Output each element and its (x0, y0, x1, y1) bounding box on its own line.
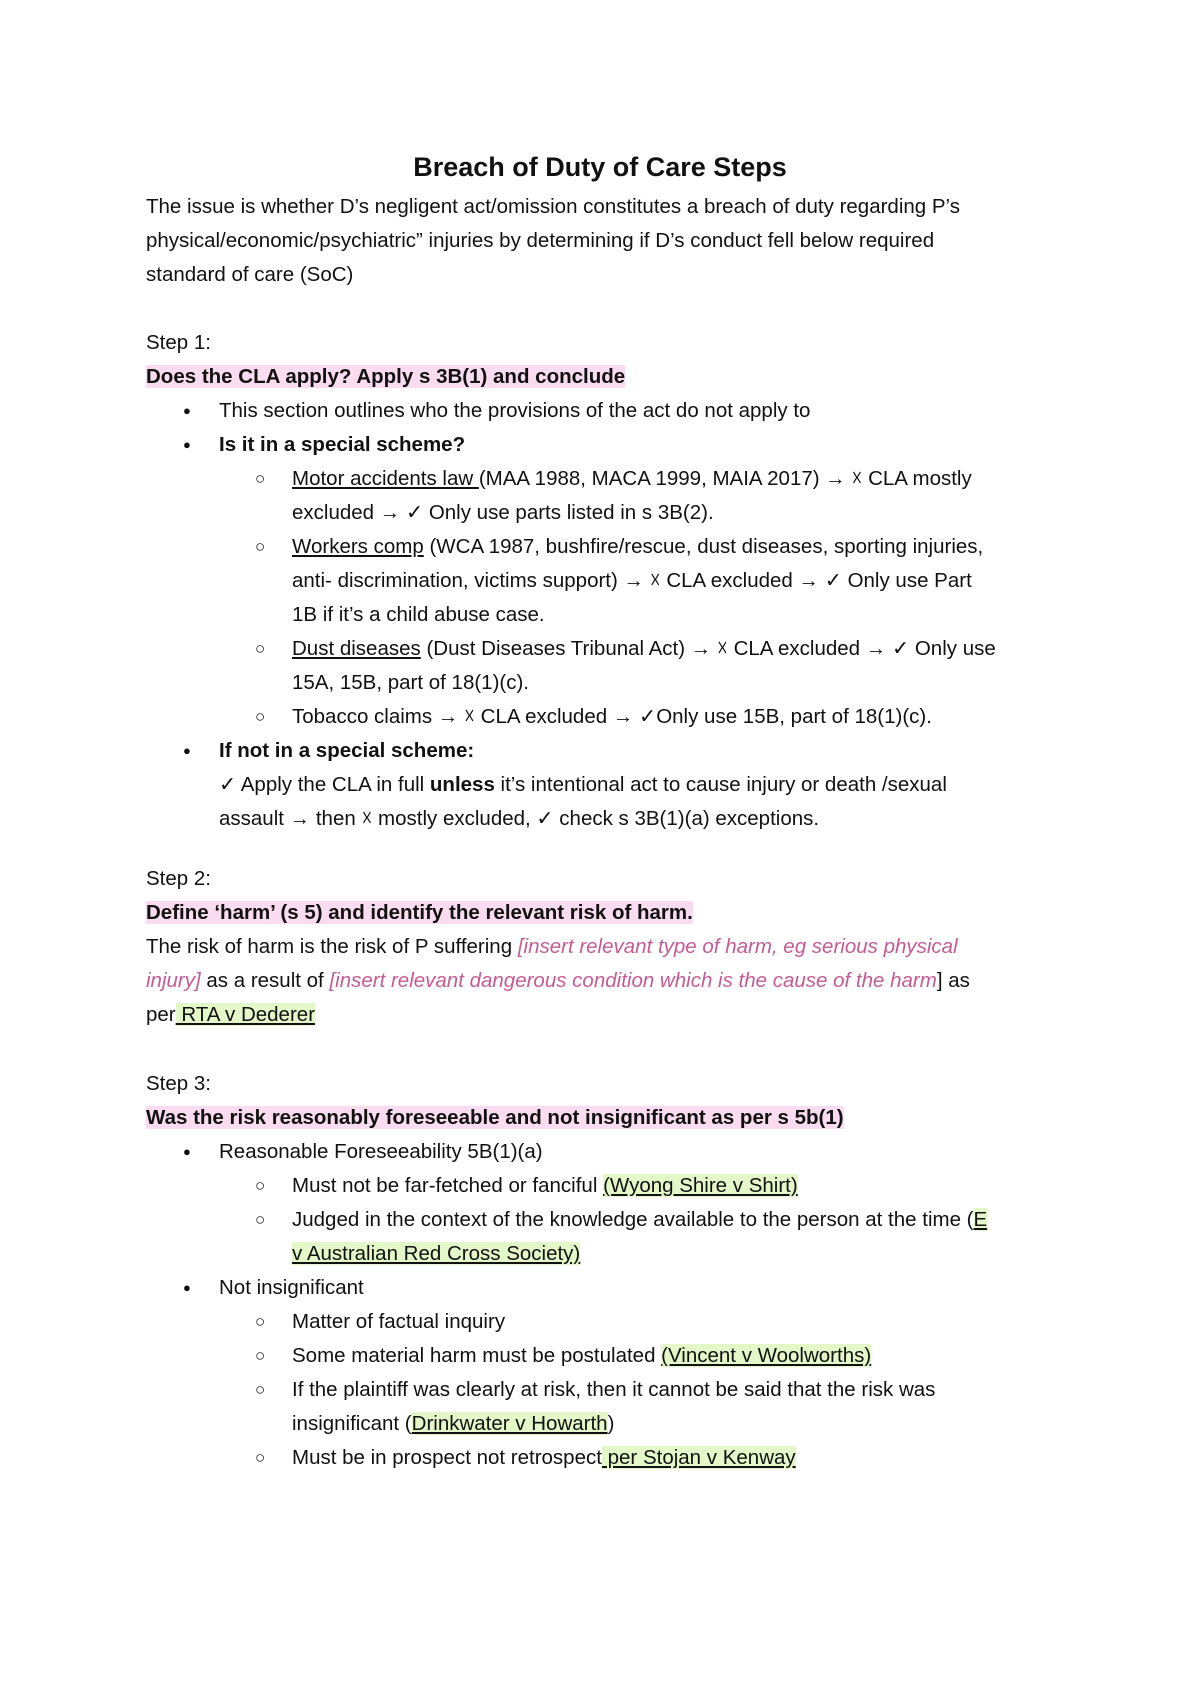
step1-heading-text: Does the CLA apply? Apply s 3B(1) and conclude (146, 365, 626, 388)
intro-line: The issue is whether D’s negligent act/omission constitutes a breach of duty regarding P’s (146, 195, 960, 218)
dust-diseases-term: Dust diseases (292, 637, 421, 660)
motor-accidents-line: excluded → ✓ Only use parts listed in s 3B(2). (292, 501, 714, 524)
intro-line: standard of care (SoC) (146, 263, 354, 286)
case-e-v-red-cross: E (973, 1208, 988, 1231)
apply-cla-line: assault → then ☓ mostly excluded, ✓ check s 3B(1)(a) exceptions. (219, 807, 820, 830)
prospect-line (292, 1443, 796, 1473)
sub-bullet-marker: ○ (255, 1346, 266, 1365)
knowledge-context-line (292, 1205, 987, 1235)
document-title: Breach of Duty of Care Steps (413, 152, 787, 182)
case-vincent-v-woolworths: (Vincent v Woolworths) (661, 1344, 872, 1367)
workers-comp-line: anti- discrimination, victims support) → ☓ CLA excluded → ✓ Only use Part (292, 569, 972, 592)
factual-inquiry-line: Matter of factual inquiry (292, 1310, 506, 1333)
bullet-marker: ● (183, 743, 191, 758)
apply-cla-text: it’s intentional act to cause injury or death /sexual (494, 773, 947, 796)
dust-diseases-text: (Dust Diseases Tribunal Act) → ☓ CLA excluded → ✓ Only use (420, 637, 996, 660)
risk-of-harm-text: as a result of (200, 969, 330, 992)
tobacco-claims-line: Tobacco claims → ☓ CLA excluded → ✓Only use 15B, part of 18(1)(c). (292, 705, 932, 728)
step1-bullet-special-scheme: Is it in a special scheme? (219, 433, 466, 456)
intro-line: physical/economic/psychiatric” injuries by determining if D’s conduct fell below required (146, 229, 935, 252)
risk-of-harm-text: per (146, 1003, 176, 1026)
motor-accidents-line (292, 464, 972, 494)
workers-comp-line (292, 532, 983, 562)
sub-bullet-marker: ○ (255, 1380, 266, 1399)
step3-heading-text: Was the risk reasonably foreseeable and not insignificant as per s 5b(1) (146, 1106, 844, 1129)
risk-of-harm-line (146, 966, 970, 996)
sub-bullet-marker: ○ (255, 1176, 266, 1195)
sub-bullet-marker: ○ (255, 1312, 266, 1331)
far-fetched-line (292, 1171, 798, 1201)
clearly-at-risk-line (292, 1409, 614, 1439)
bullet-marker: ● (183, 1144, 191, 1159)
motor-accidents-term: Motor accidents law (292, 467, 479, 490)
far-fetched-text: Must not be far-fetched or fanciful (292, 1174, 604, 1197)
prospect-text: Must be in prospect not retrospect (292, 1446, 602, 1469)
bullet-marker: ● (183, 1280, 191, 1295)
sub-bullet-marker: ○ (255, 1210, 266, 1229)
sub-bullet-marker: ○ (255, 469, 266, 488)
clearly-at-risk-line: If the plaintiff was clearly at risk, then it cannot be said that the risk was (292, 1378, 936, 1401)
case-drinkwater-v-howarth: Drinkwater v Howarth (411, 1412, 608, 1435)
clearly-at-risk-text: insignificant ( (292, 1412, 412, 1435)
step3-heading (146, 1103, 844, 1133)
step2-label: Step 2: (146, 867, 211, 890)
material-harm-text: Some material harm must be postulated (292, 1344, 662, 1367)
risk-of-harm-line (146, 1000, 315, 1030)
risk-of-harm-text: The risk of harm is the risk of P suffering (146, 935, 518, 958)
apply-cla-line (219, 770, 947, 800)
case-e-v-red-cross: v Australian Red Cross Society) (292, 1242, 581, 1265)
dust-diseases-line: 15A, 15B, part of 18(1)(c). (292, 671, 530, 694)
step2-heading-text: Define ‘harm’ (s 5) and identify the relevant risk of harm. (146, 901, 693, 924)
step1-bullet-scope: This section outlines who the provisions of the act do not apply to (219, 399, 811, 422)
step1-heading (146, 362, 625, 392)
motor-accidents-text: (MAA 1988, MACA 1999, MAIA 2017) → ☓ CLA mostly (478, 467, 972, 490)
placeholder-harm-type: injury] (146, 969, 201, 992)
sub-bullet-marker: ○ (255, 1448, 266, 1467)
knowledge-context-line (292, 1239, 580, 1269)
risk-of-harm-text: ] as (936, 969, 970, 992)
step3-label: Step 3: (146, 1072, 211, 1095)
placeholder-harm-type: [insert relevant type of harm, eg serious physical (517, 935, 958, 958)
workers-comp-term: Workers comp (292, 535, 424, 558)
case-wyong-shire-v-shirt: (Wyong Shire v Shirt) (603, 1174, 798, 1197)
case-stojan-v-kenway: per Stojan v Kenway (601, 1446, 796, 1469)
case-rta-v-dederer: RTA v Dederer (175, 1003, 316, 1026)
apply-cla-text: ✓ Apply the CLA in full (219, 773, 430, 796)
sub-bullet-marker: ○ (255, 639, 266, 658)
bullet-marker: ● (183, 403, 191, 418)
step1-label: Step 1: (146, 331, 211, 354)
step2-heading (146, 898, 693, 928)
clearly-at-risk-text: ) (607, 1412, 615, 1435)
step1-bullet-not-special: If not in a special scheme: (219, 739, 475, 762)
bullet-marker: ● (183, 437, 191, 452)
placeholder-dangerous-condition: [insert relevant dangerous condition which is the cause of the harm (329, 969, 937, 992)
not-insignificant-bullet: Not insignificant (219, 1276, 364, 1299)
workers-comp-text: (WCA 1987, bushfire/rescue, dust diseases, sporting injuries, (423, 535, 984, 558)
sub-bullet-marker: ○ (255, 707, 266, 726)
material-harm-line (292, 1341, 871, 1371)
knowledge-context-text: Judged in the context of the knowledge available to the person at the time ( (292, 1208, 974, 1231)
risk-of-harm-line (146, 932, 958, 962)
workers-comp-line: 1B if it’s a child abuse case. (292, 603, 545, 626)
unless-text: unless (429, 773, 495, 796)
dust-diseases-line (292, 634, 996, 664)
foreseeability-bullet: Reasonable Foreseeability 5B(1)(a) (219, 1140, 543, 1163)
sub-bullet-marker: ○ (255, 537, 266, 556)
